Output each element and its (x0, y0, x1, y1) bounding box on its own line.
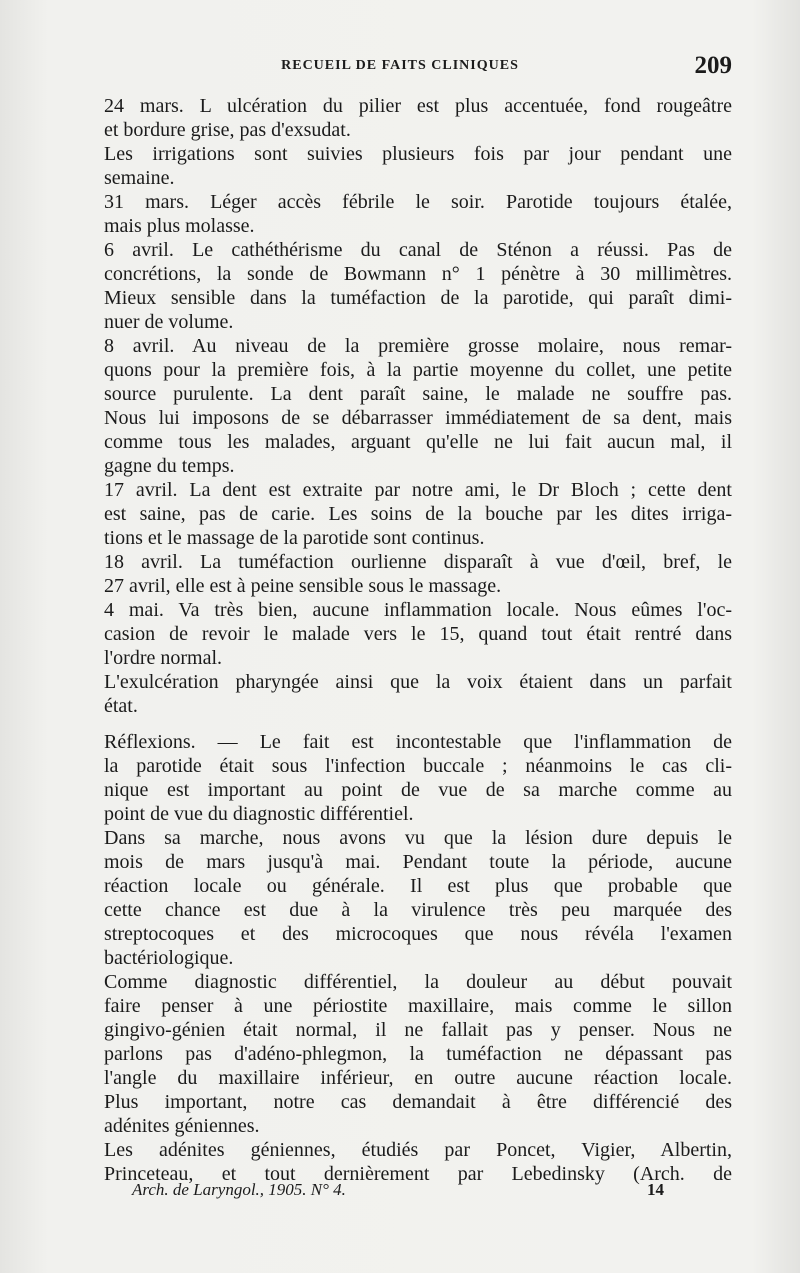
text-line: cette chance est due à la virulence très peu marquée des (104, 899, 732, 921)
page-footer (132, 1180, 692, 1204)
signature-mark: 14 (647, 1180, 664, 1199)
text-line: état. (104, 695, 138, 717)
text-line: 8 avril. Au niveau de la première grosse molaire, nous remar- (104, 335, 732, 357)
text-line: concrétions, la sonde de Bowmann n° 1 pénètre à 30 millimètres. (104, 263, 732, 285)
text-line: Les adénites géniennes, étudiés par Poncet, Vigier, Albertin, (104, 1139, 732, 1161)
text-line: bactériologique. (104, 947, 234, 969)
text-line: Les irrigations sont suivies plusieurs fois par jour pendant une (104, 143, 732, 165)
text-line: Dans sa marche, nous avons vu que la lésion dure depuis le (104, 827, 732, 849)
text-line: 4 mai. Va très bien, aucune inflammation locale. Nous eûmes l'oc- (104, 599, 732, 621)
text-line: l'angle du maxillaire inférieur, en outre aucune réaction locale. (104, 1067, 732, 1089)
journal-reference: Arch. de Laryngol., 1905. N° 4. (132, 1180, 346, 1199)
text-line: streptocoques et des microcoques que nous révéla l'examen (104, 923, 732, 945)
text-line: 17 avril. La dent est extraite par notre ami, le Dr Bloch ; cette dent (104, 479, 732, 501)
text-line: casion de revoir le malade vers le 15, quand tout était rentré dans (104, 623, 732, 645)
text-line: gagne du temps. (104, 455, 235, 477)
text-line: 27 avril, elle est à peine sensible sous le massage. (104, 575, 502, 597)
text-line: nuer de volume. (104, 311, 234, 333)
page-number: 209 (694, 52, 732, 79)
text-line: Mieux sensible dans la tuméfaction de la parotide, qui paraît dimi- (104, 287, 732, 309)
paragraph-gap (104, 718, 732, 730)
page-header (0, 52, 800, 82)
text-line: point de vue du diagnostic différentiel. (104, 803, 414, 825)
text-line: 6 avril. Le cathéthérisme du canal de Sténon a réussi. Pas de (104, 239, 732, 261)
text-line: Princeteau, et tout dernièrement par Lebedinsky (Arch. de (104, 1163, 732, 1185)
text-line: est saine, pas de carie. Les soins de la bouche par les dites irriga- (104, 503, 732, 525)
text-line: parlons pas d'adéno-phlegmon, la tuméfaction ne dépassant pas (104, 1043, 732, 1065)
text-line: semaine. (104, 167, 175, 189)
text-line: et bordure grise, pas d'exsudat. (104, 119, 351, 141)
text-line: comme tous les malades, arguant qu'elle ne lui fait aucun mal, il (104, 431, 732, 453)
text-line: Nous lui imposons de se débarrasser immédiatement de sa dent, mais (104, 407, 732, 429)
text-line: source purulente. La dent paraît saine, le malade ne souffre pas. (104, 383, 732, 405)
text-line: tions et le massage de la parotide sont continus. (104, 527, 485, 549)
text-line: 24 mars. L ulcération du pilier est plus accentuée, fond rougeâtre (104, 95, 732, 117)
text-line: Plus important, notre cas demandait à être différencié des (104, 1091, 732, 1113)
text-line: 31 mars. Léger accès fébrile le soir. Parotide toujours étalée, (104, 191, 732, 213)
text-line: L'exulcération pharyngée ainsi que la voix étaient dans un parfait (104, 671, 732, 693)
text-line: Comme diagnostic différentiel, la douleur au début pouvait (104, 971, 732, 993)
text-line: l'ordre normal. (104, 647, 223, 669)
text-line: nique est important au point de vue de sa marche comme au (104, 779, 732, 801)
running-head: RECUEIL DE FAITS CLINIQUES (281, 58, 519, 73)
text-line: mois de mars jusqu'à mai. Pendant toute la période, aucune (104, 851, 732, 873)
text-line: adénites géniennes. (104, 1115, 260, 1137)
text-line: mais plus molasse. (104, 215, 255, 237)
body-text (104, 94, 732, 1186)
text-line: la parotide était sous l'infection buccale ; néanmoins le cas cli- (104, 755, 732, 777)
text-line: Réflexions. — Le fait est incontestable que l'inflammation de (104, 731, 732, 753)
text-line: 18 avril. La tuméfaction ourlienne disparaît à vue d'œil, bref, le (104, 551, 732, 573)
text-line: faire penser à une périostite maxillaire, mais comme le sillon (104, 995, 732, 1017)
text-line: quons pour la première fois, à la partie moyenne du collet, une petite (104, 359, 732, 381)
text-line: réaction locale ou générale. Il est plus que probable que (104, 875, 732, 897)
text-line: gingivo-génien était normal, il ne fallait pas y penser. Nous ne (104, 1019, 732, 1041)
